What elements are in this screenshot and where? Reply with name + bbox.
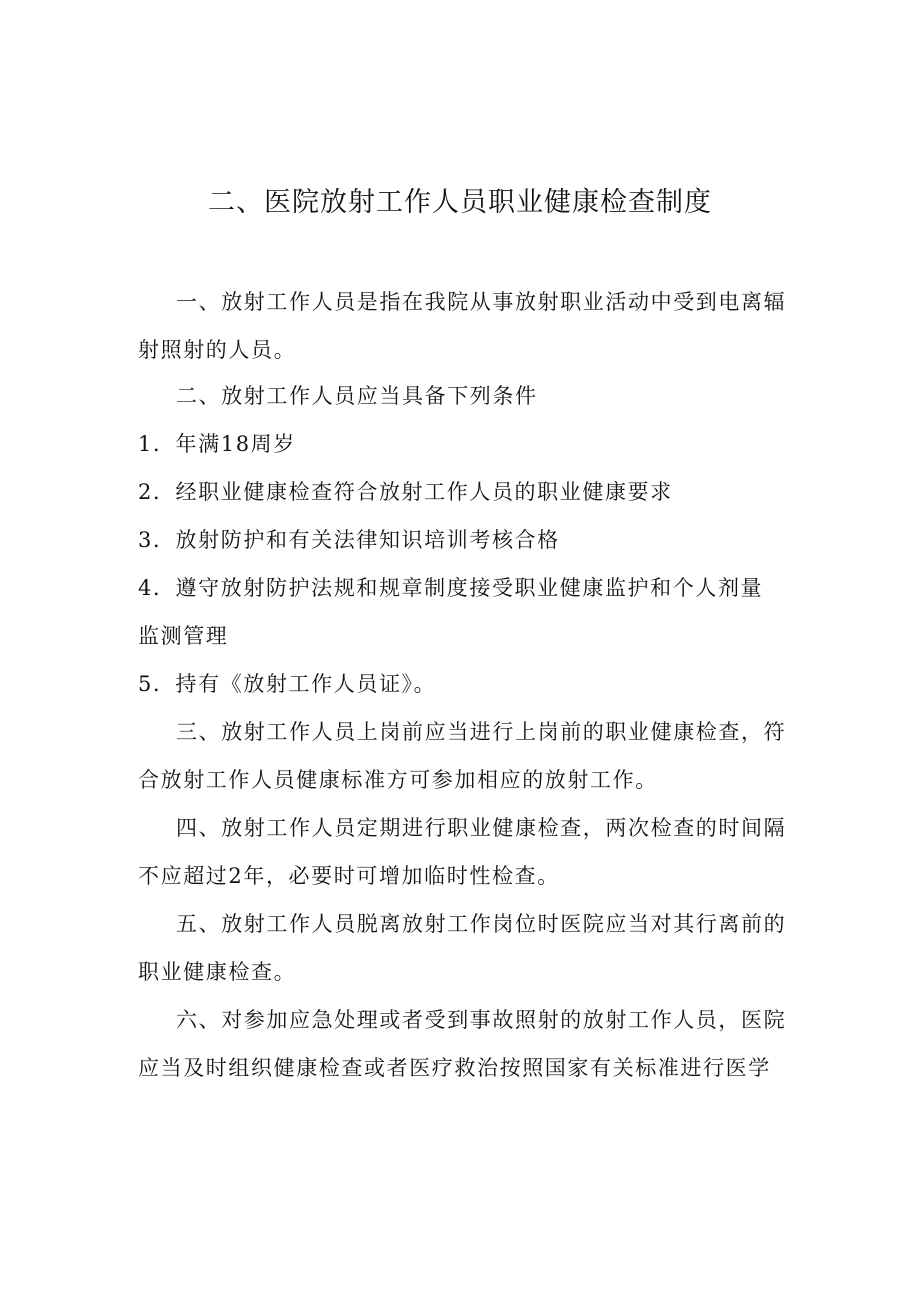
list-item-continuation: 监测管理 — [138, 624, 229, 648]
paragraph-line: 合放射工作人员健康标准方可参加相应的放射工作。 — [138, 768, 658, 792]
paragraph-line: 五、放射工作人员脱离放射工作岗位时医院应当对其行离前的 — [176, 912, 787, 936]
paragraph-line: 四、放射工作人员定期进行职业健康检查，两次检查的时间隔 — [176, 816, 787, 840]
paragraph-line: 六、对参加应急处理或者受到事故照射的放射工作人员，医院 — [176, 1008, 787, 1032]
paragraph-line: 二、放射工作人员应当具备下列条件 — [176, 384, 538, 408]
paragraph-line: 射照射的人员。 — [138, 338, 297, 362]
paragraph-line: 三、放射工作人员上岗前应当进行上岗前的职业健康检查，符 — [176, 720, 787, 744]
list-item: 4．遵守放射防护法规和规章制度接受职业健康监护和个人剂量 — [138, 576, 764, 600]
list-item: 3．放射防护和有关法律知识培训考核合格 — [138, 528, 560, 552]
paragraph-line: 一、放射工作人员是指在我院从事放射职业活动中受到电离辐 — [176, 290, 787, 314]
paragraph-line: 不应超过2年，必要时可增加临时性检查。 — [138, 864, 560, 888]
paragraph-line: 应当及时组织健康检查或者医疗救治按照国家有关标准进行医学 — [138, 1056, 771, 1080]
list-item: 1．年满18周岁 — [138, 432, 296, 456]
paragraph-line: 职业健康检查。 — [138, 960, 297, 984]
list-item: 5．持有《放射工作人员证》。 — [138, 672, 437, 696]
document-title: 二、医院放射工作人员职业健康检查制度 — [208, 187, 712, 218]
list-item: 2．经职业健康检查符合放射工作人员的职业健康要求 — [138, 480, 673, 504]
